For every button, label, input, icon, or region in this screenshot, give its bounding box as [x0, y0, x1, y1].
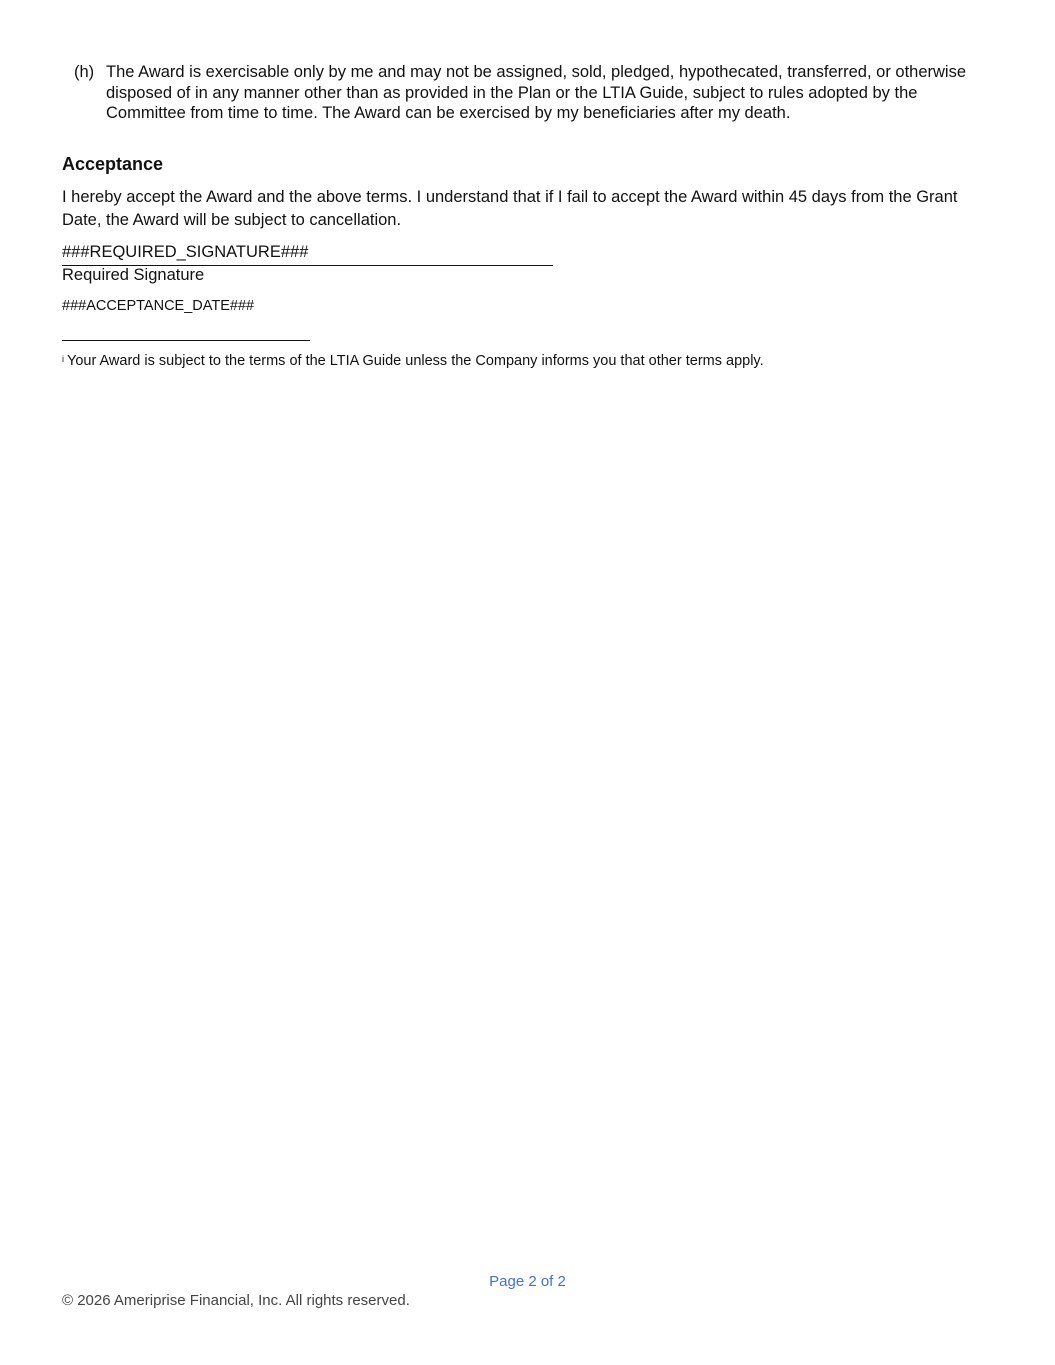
- footnote-text: Your Award is subject to the terms of the LTIA Guide unless the Company informs you that other terms apply.: [67, 353, 764, 369]
- acceptance-heading: Acceptance: [62, 154, 164, 174]
- acceptance-date-field[interactable]: ###ACCEPTANCE_DATE###: [62, 298, 255, 314]
- page-number: Page 2 of 2: [489, 1273, 566, 1290]
- term-item-text: The Award is exercisable only by me and may not be assigned, sold, pledged, hypothecated, transferred, or otherwise disposed of in any manner other than as provided in the Plan or the LTIA Guide, subject to rules adopted by the Committee from time to time. The Award can be exercised by my beneficiaries after my death.: [106, 63, 967, 122]
- footnote-separator: [62, 340, 310, 341]
- footnote-marker: i: [62, 354, 64, 364]
- signature-label: Required Signature: [62, 266, 205, 284]
- term-item-marker: (h): [74, 63, 95, 81]
- copyright-notice: © 2026 Ameriprise Financial, Inc. All rights reserved.: [62, 1292, 410, 1309]
- footnote: [62, 352, 764, 370]
- term-item-h: [74, 62, 984, 124]
- acceptance-paragraph: I hereby accept the Award and the above terms. I understand that if I fail to accept the Award within 45 days from the Grant Date, the Award will be subject to cancellation.: [62, 188, 958, 229]
- signature-field[interactable]: ###REQUIRED_SIGNATURE###: [62, 243, 309, 261]
